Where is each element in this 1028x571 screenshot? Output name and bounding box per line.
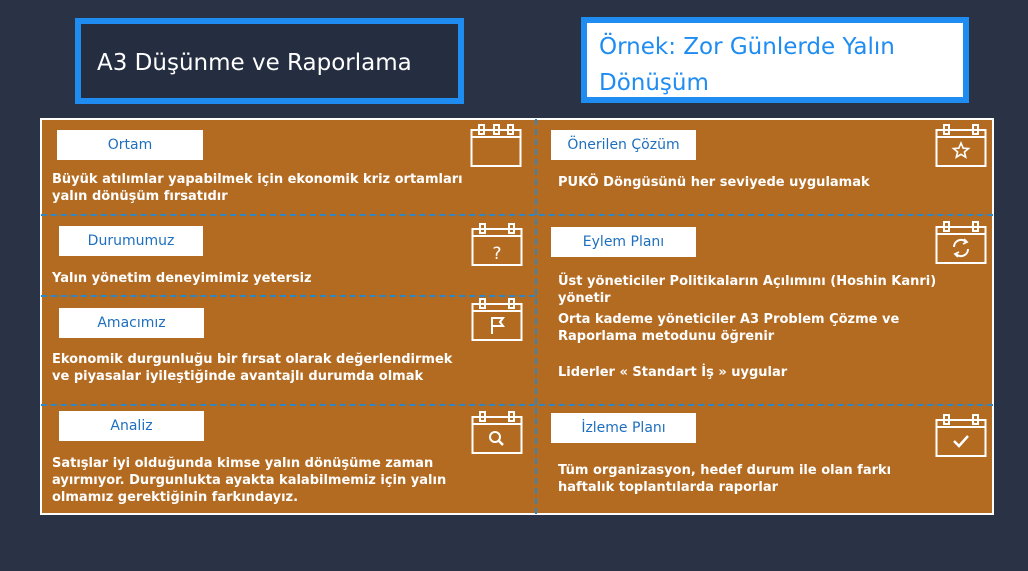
calendar-refresh-icon — [935, 221, 987, 265]
svg-text:?: ? — [492, 244, 502, 264]
label-onerilen: Önerilen Çözüm — [551, 130, 696, 160]
calendar-search-icon — [471, 411, 523, 455]
divider-1 — [41, 214, 993, 216]
calendar-question-icon — [471, 223, 523, 267]
label-durumumuz: Durumumuz — [59, 226, 203, 256]
title-right: Örnek: Zor Günlerde Yalın Dönüşüm — [599, 34, 895, 96]
text-eylem-2: Orta kademe yöneticiler A3 Problem Çözme ve Raporlama metodunu öğrenir — [558, 312, 900, 344]
title-left: A3 Düşünme ve Raporlama — [97, 50, 412, 76]
title-left-box — [75, 18, 464, 104]
vertical-divider — [535, 119, 537, 514]
text-durumumuz: Yalın yönetim deneyimimiz yetersiz — [52, 271, 312, 286]
text-analiz: Satışlar iyi olduğunda kimse yalın dönüşüme zaman ayırmıyor. Durgunlukta ayakta kalabilmemiz için yalın olmamız gerektiğinin farkındayız. — [52, 456, 447, 505]
text-amacimiz: Ekonomik durgunluğu bir fırsat olarak değerlendirmek ve piyasalar iyileştiğinde avantajlı durumda olmak — [52, 352, 453, 384]
label-amacimiz: Amacımız — [59, 308, 204, 338]
calendar-check-icon — [935, 414, 987, 458]
text-eylem-1: Üst yöneticiler Politikaların Açılımını (Hoshin Kanri) yönetir — [558, 274, 937, 306]
calendar-blank-icon — [470, 124, 522, 168]
title-right-box — [581, 17, 969, 103]
divider-2 — [41, 295, 535, 297]
divider-3 — [41, 404, 993, 406]
label-izleme: İzleme Planı — [551, 413, 696, 443]
label-eylem: Eylem Planı — [551, 227, 696, 257]
label-ortam: Ortam — [57, 130, 203, 160]
text-ortam: Büyük atılımlar yapabilmek için ekonomik kriz ortamları yalın dönüşüm fırsatıdır — [52, 172, 463, 204]
calendar-flag-icon — [471, 298, 523, 342]
label-analiz: Analiz — [59, 411, 204, 441]
text-izleme: Tüm organizasyon, hedef durum ile olan farkı haftalık toplantılarda raporlar — [558, 463, 892, 495]
calendar-star-icon — [935, 124, 987, 168]
text-onerilen: PUKÖ Döngüsünü her seviyede uygulamak — [558, 175, 870, 190]
text-eylem-3: Liderler « Standart İş » uygular — [558, 365, 788, 380]
